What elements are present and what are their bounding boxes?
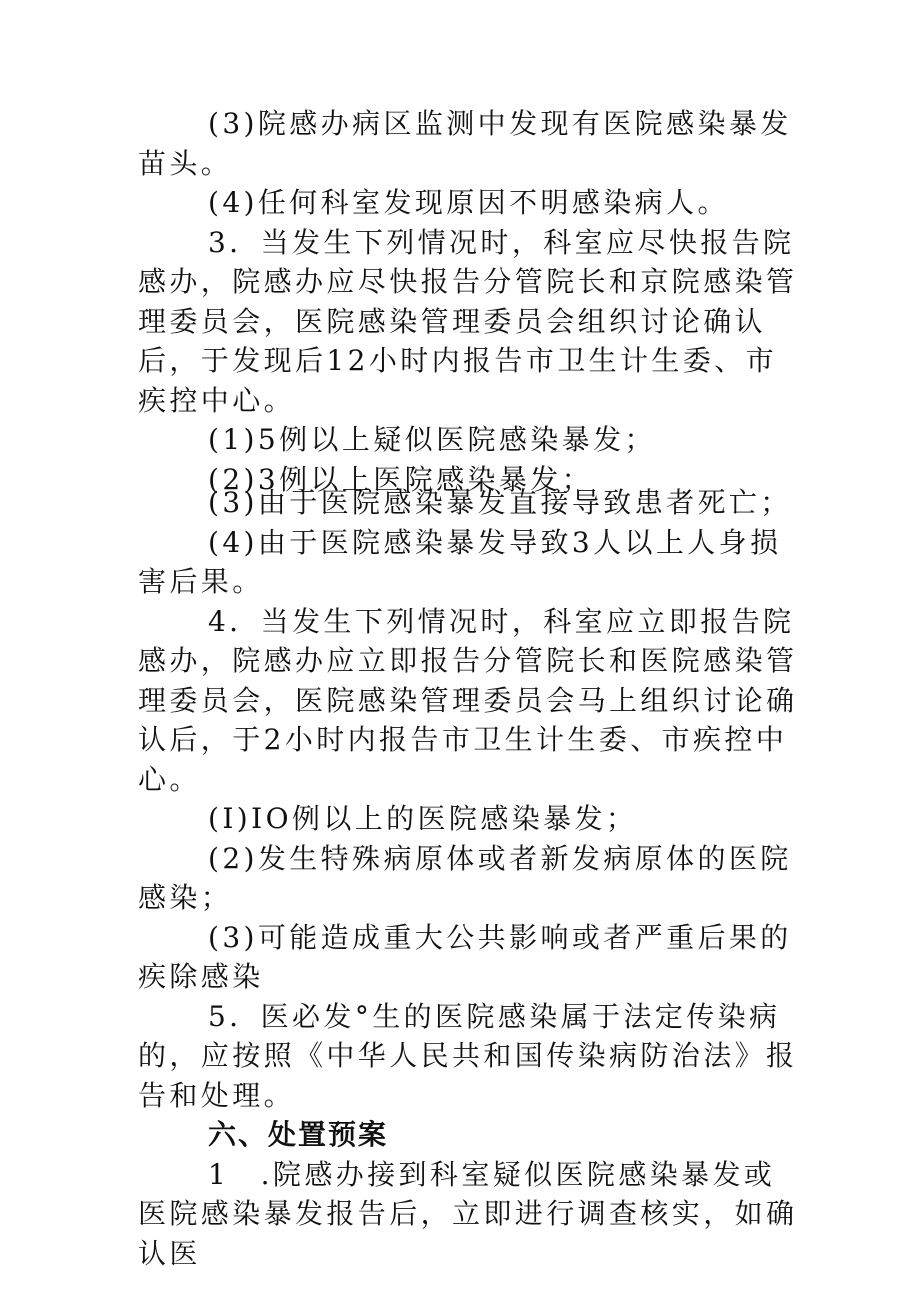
paragraph: 1 .院感办接到科室疑似医院感染暴发或医院感染暴发报告后，立即进行调查核实，如确认医 bbox=[138, 1157, 798, 1270]
paragraph: (2)发生特殊病原体或者新发病原体的医院感染； bbox=[138, 841, 792, 914]
paragraph: (4)任何科室发现原因不明感染病人。 bbox=[208, 186, 729, 219]
paragraph: 3．当发生下列情况时，科室应尽快报告院感办，院感办应尽快报告分管院长和京院感染管理委员会，医院感染管理委员会组织讨论确认后，于发现后12小时内报告市卫生计生委、市疾控中心。 bbox=[138, 225, 798, 417]
paragraph: (1)5例以上疑似医院感染暴发； bbox=[208, 423, 656, 456]
paragraph: (3)由于医院感染暴发直接导致患者死亡； bbox=[208, 486, 792, 519]
paragraph: (3)可能造成重大公共影响或者严重后果的疾除感染 bbox=[138, 920, 792, 993]
document-body bbox=[138, 104, 798, 1273]
paragraph: (4)由于医院感染暴发导致3人以上人身损害后果。 bbox=[138, 525, 782, 598]
paragraph: (2)3例以上医院感染暴发； bbox=[208, 462, 594, 496]
section-heading: 六、处置预案 bbox=[208, 1118, 389, 1151]
paragraph: (3)院感办病区监测中发现有医院感染暴发苗头。 bbox=[138, 107, 792, 180]
paragraph: 4．当发生下列情况时，科室应立即报告院感办，院感办应立即报告分管院长和医院感染管理委员会，医院感染管理委员会马上组织讨论确认后，于2小时内报告市卫生计生委、市疾控中心。 bbox=[138, 604, 798, 796]
paragraph: (I)IO例以上的医院感染暴发； bbox=[208, 802, 638, 835]
paragraph: 5．医必发°生的医院感染属于法定传染病的，应按照《中华人民共和国传染病防治法》报告和处理。 bbox=[138, 999, 798, 1112]
